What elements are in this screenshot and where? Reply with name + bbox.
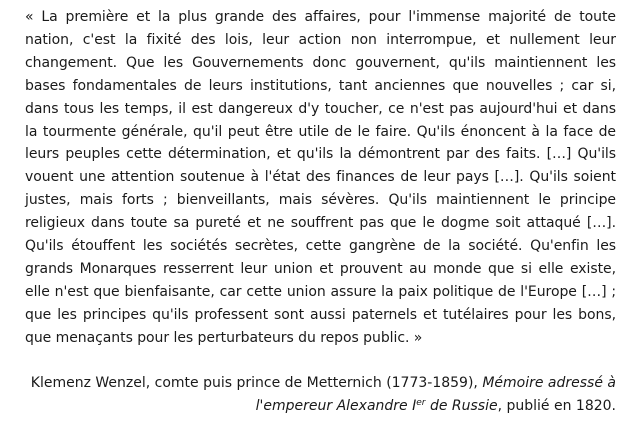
source-work-title-superscript: er bbox=[416, 397, 426, 408]
metternich-quote: « La première et la plus grande des affaires, pour l'immense majorité de toute nation, c'est la fixité des lois, leur action non interrompue, et nullement leur changement. Que les Gouvernements donc gouvernent, qu'ils maintiennent les bases fondamentales de leurs institutions, tant anciennes que nouvelles ; car si, dans tous les temps, il est dangereux d'y toucher, ce n'est pas aujourd'hui et dans la tourmente générale, qu'il peut être utile de le faire. Qu'ils énoncent à la face de leurs peuples cette détermination, et qu'ils la démontrent par des faits. […] Qu'ils vouent une attention soutenue à l'état des finances de leur pays […]. Qu'ils soient justes, mais forts ; bienveillants, mais sévères. Qu'ils maintiennent le principe religieux dans toute sa pureté et ne souffrent pas que le dogme soit attaqué […]. Qu'ils étouffent les sociétés secrètes, cette gangrène de la société. Qu'enfin les grands Monarques resserrent leur union et prouvent au monde que si elle existe, elle n'est que bienfaisante, car cette union assure la paix politique de l'Europe […] ; que les principes qu'ils professent sont aussi paternels et tutélaires pour les bons, que menaçants pour les perturbateurs du repos public. » bbox=[25, 9, 616, 346]
source-work-title-part1: Mémoire adressé à l'empereur Alexandre I bbox=[255, 374, 616, 414]
quote-source bbox=[25, 372, 616, 418]
source-author: Klemenz Wenzel, comte puis prince de Metternich (1773-1859), bbox=[30, 374, 483, 391]
source-work-title-part2: de Russie bbox=[425, 397, 498, 414]
source-publication: , publié en 1820. bbox=[497, 397, 616, 414]
